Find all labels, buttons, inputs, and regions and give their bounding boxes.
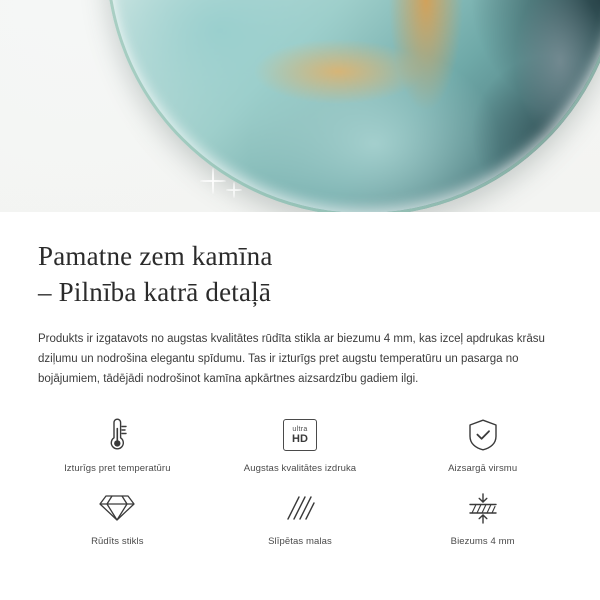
- page-title-line-1: Pamatne zem kamīna: [38, 241, 273, 271]
- feature-label: Slīpētas malas: [268, 536, 332, 548]
- glass-panel-image: [106, 0, 600, 212]
- feature-label: Augstas kvalitātes izdruka: [243, 463, 357, 475]
- page-title-line-2: – Pilnība katrā detaļā: [38, 277, 272, 308]
- feature-label: Izturīgs pret temperatūru: [64, 463, 171, 475]
- feature-label: Biezums 4 mm: [450, 536, 515, 548]
- hd-text: HD: [292, 432, 308, 445]
- thickness-icon: [466, 488, 500, 528]
- thermometer-icon: [100, 415, 134, 455]
- diamond-icon: [99, 488, 135, 528]
- feature-item-temperature: [26, 415, 209, 474]
- feature-item-surface-protection: [391, 415, 574, 474]
- feature-item-tempered-glass: [26, 488, 209, 547]
- feature-label: Aizsargā virsmu: [448, 463, 518, 475]
- polished-edges-icon: [283, 488, 317, 528]
- content-block: [0, 212, 600, 389]
- ultra-text: ultra: [292, 425, 308, 433]
- feature-grid: [0, 415, 600, 547]
- feature-item-thickness: [391, 488, 574, 547]
- marble-artwork: [106, 0, 600, 212]
- product-description: Produkts ir izgatavots no augstas kvalitātes rūdīta stikla ar biezumu 4 mm, kas izceļ apdrukas krāsu dziļumu un nodrošina elegantu spīdumu. Tas ir izturīgs pret augstu temperatūru un pasarga no bojājumiem, tādējādi nodrošinot kamīna apkārtnes aizsardzību gadiem ilgi.: [38, 332, 545, 386]
- feature-item-polished-edges: [209, 488, 392, 547]
- feature-label: Rūdīts stikls: [91, 536, 144, 548]
- page-title: [38, 238, 562, 311]
- shield-check-icon: [467, 415, 499, 455]
- feature-item-print-quality: [209, 415, 392, 474]
- ultra-hd-icon: [283, 415, 317, 455]
- hero-image: [0, 0, 600, 212]
